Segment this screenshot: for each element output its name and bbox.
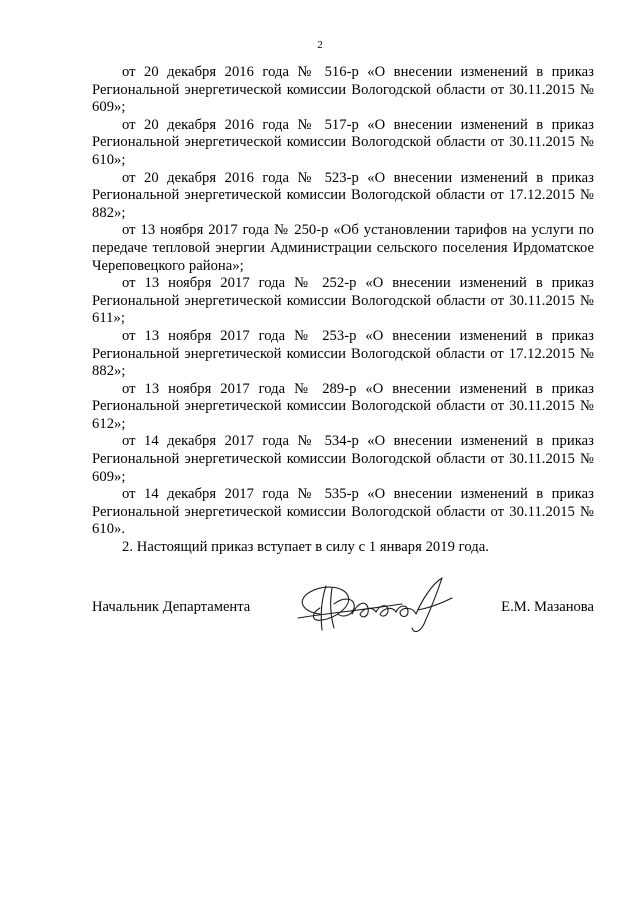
paragraph-order-516: от 20 декабря 2016 года № 516-р «О внесении изменений в приказ Региональной энергетической комиссии Вологодской области от 30.11.2015 № 609»; (92, 64, 594, 116)
paragraph-order-535: от 14 декабря 2017 года № 535-р «О внесении изменений в приказ Региональной энергетической комиссии Вологодской области от 30.11.2015 № 610». (92, 486, 594, 538)
paragraph-order-253: от 13 ноября 2017 года № 253-р «О внесении изменений в приказ Региональной энергетической комиссии Вологодской области от 17.12.2015 № 882»; (92, 327, 594, 380)
signer-name: Е.М. Мазанова (501, 599, 594, 615)
signer-position: Начальник Департамента (92, 599, 251, 615)
paragraph-order-252: от 13 ноября 2017 года № 252-р «О внесении изменений в приказ Региональной энергетической комиссии Вологодской области от 30.11.2015 № 611»; (92, 275, 594, 327)
paragraph-effective-date: 2. Настоящий приказ вступает в силу с 1 января 2019 года. (122, 539, 489, 556)
handwritten-signature (292, 574, 464, 638)
paragraph-order-250: от 13 ноября 2017 года № 250-р «Об установлении тарифов на услуги по передаче тепловой энергии Администрации сельского поселения Ирдоматское Череповецкого района»; (92, 222, 594, 274)
paragraph-order-534: от 14 декабря 2017 года № 534-р «О внесении изменений в приказ Региональной энергетической комиссии Вологодской области от 30.11.2015 № 609»; (92, 433, 594, 485)
page-number: 2 (317, 39, 323, 51)
paragraph-order-517: от 20 декабря 2016 года № 517-р «О внесении изменений в приказ Региональной энергетической комиссии Вологодской области от 30.11.2015 № 610»; (92, 116, 594, 168)
signature-block (92, 582, 594, 642)
paragraph-order-289: от 13 ноября 2017 года № 289-р «О внесении изменений в приказ Региональной энергетической комиссии Вологодской области от 30.11.2015 № 612»; (92, 380, 594, 432)
paragraph-order-523: от 20 декабря 2016 года № 523-р «О внесении изменений в приказ Региональной энергетической комиссии Вологодской области от 17.12.2015 № 882»; (92, 169, 594, 221)
document-body (92, 64, 594, 557)
